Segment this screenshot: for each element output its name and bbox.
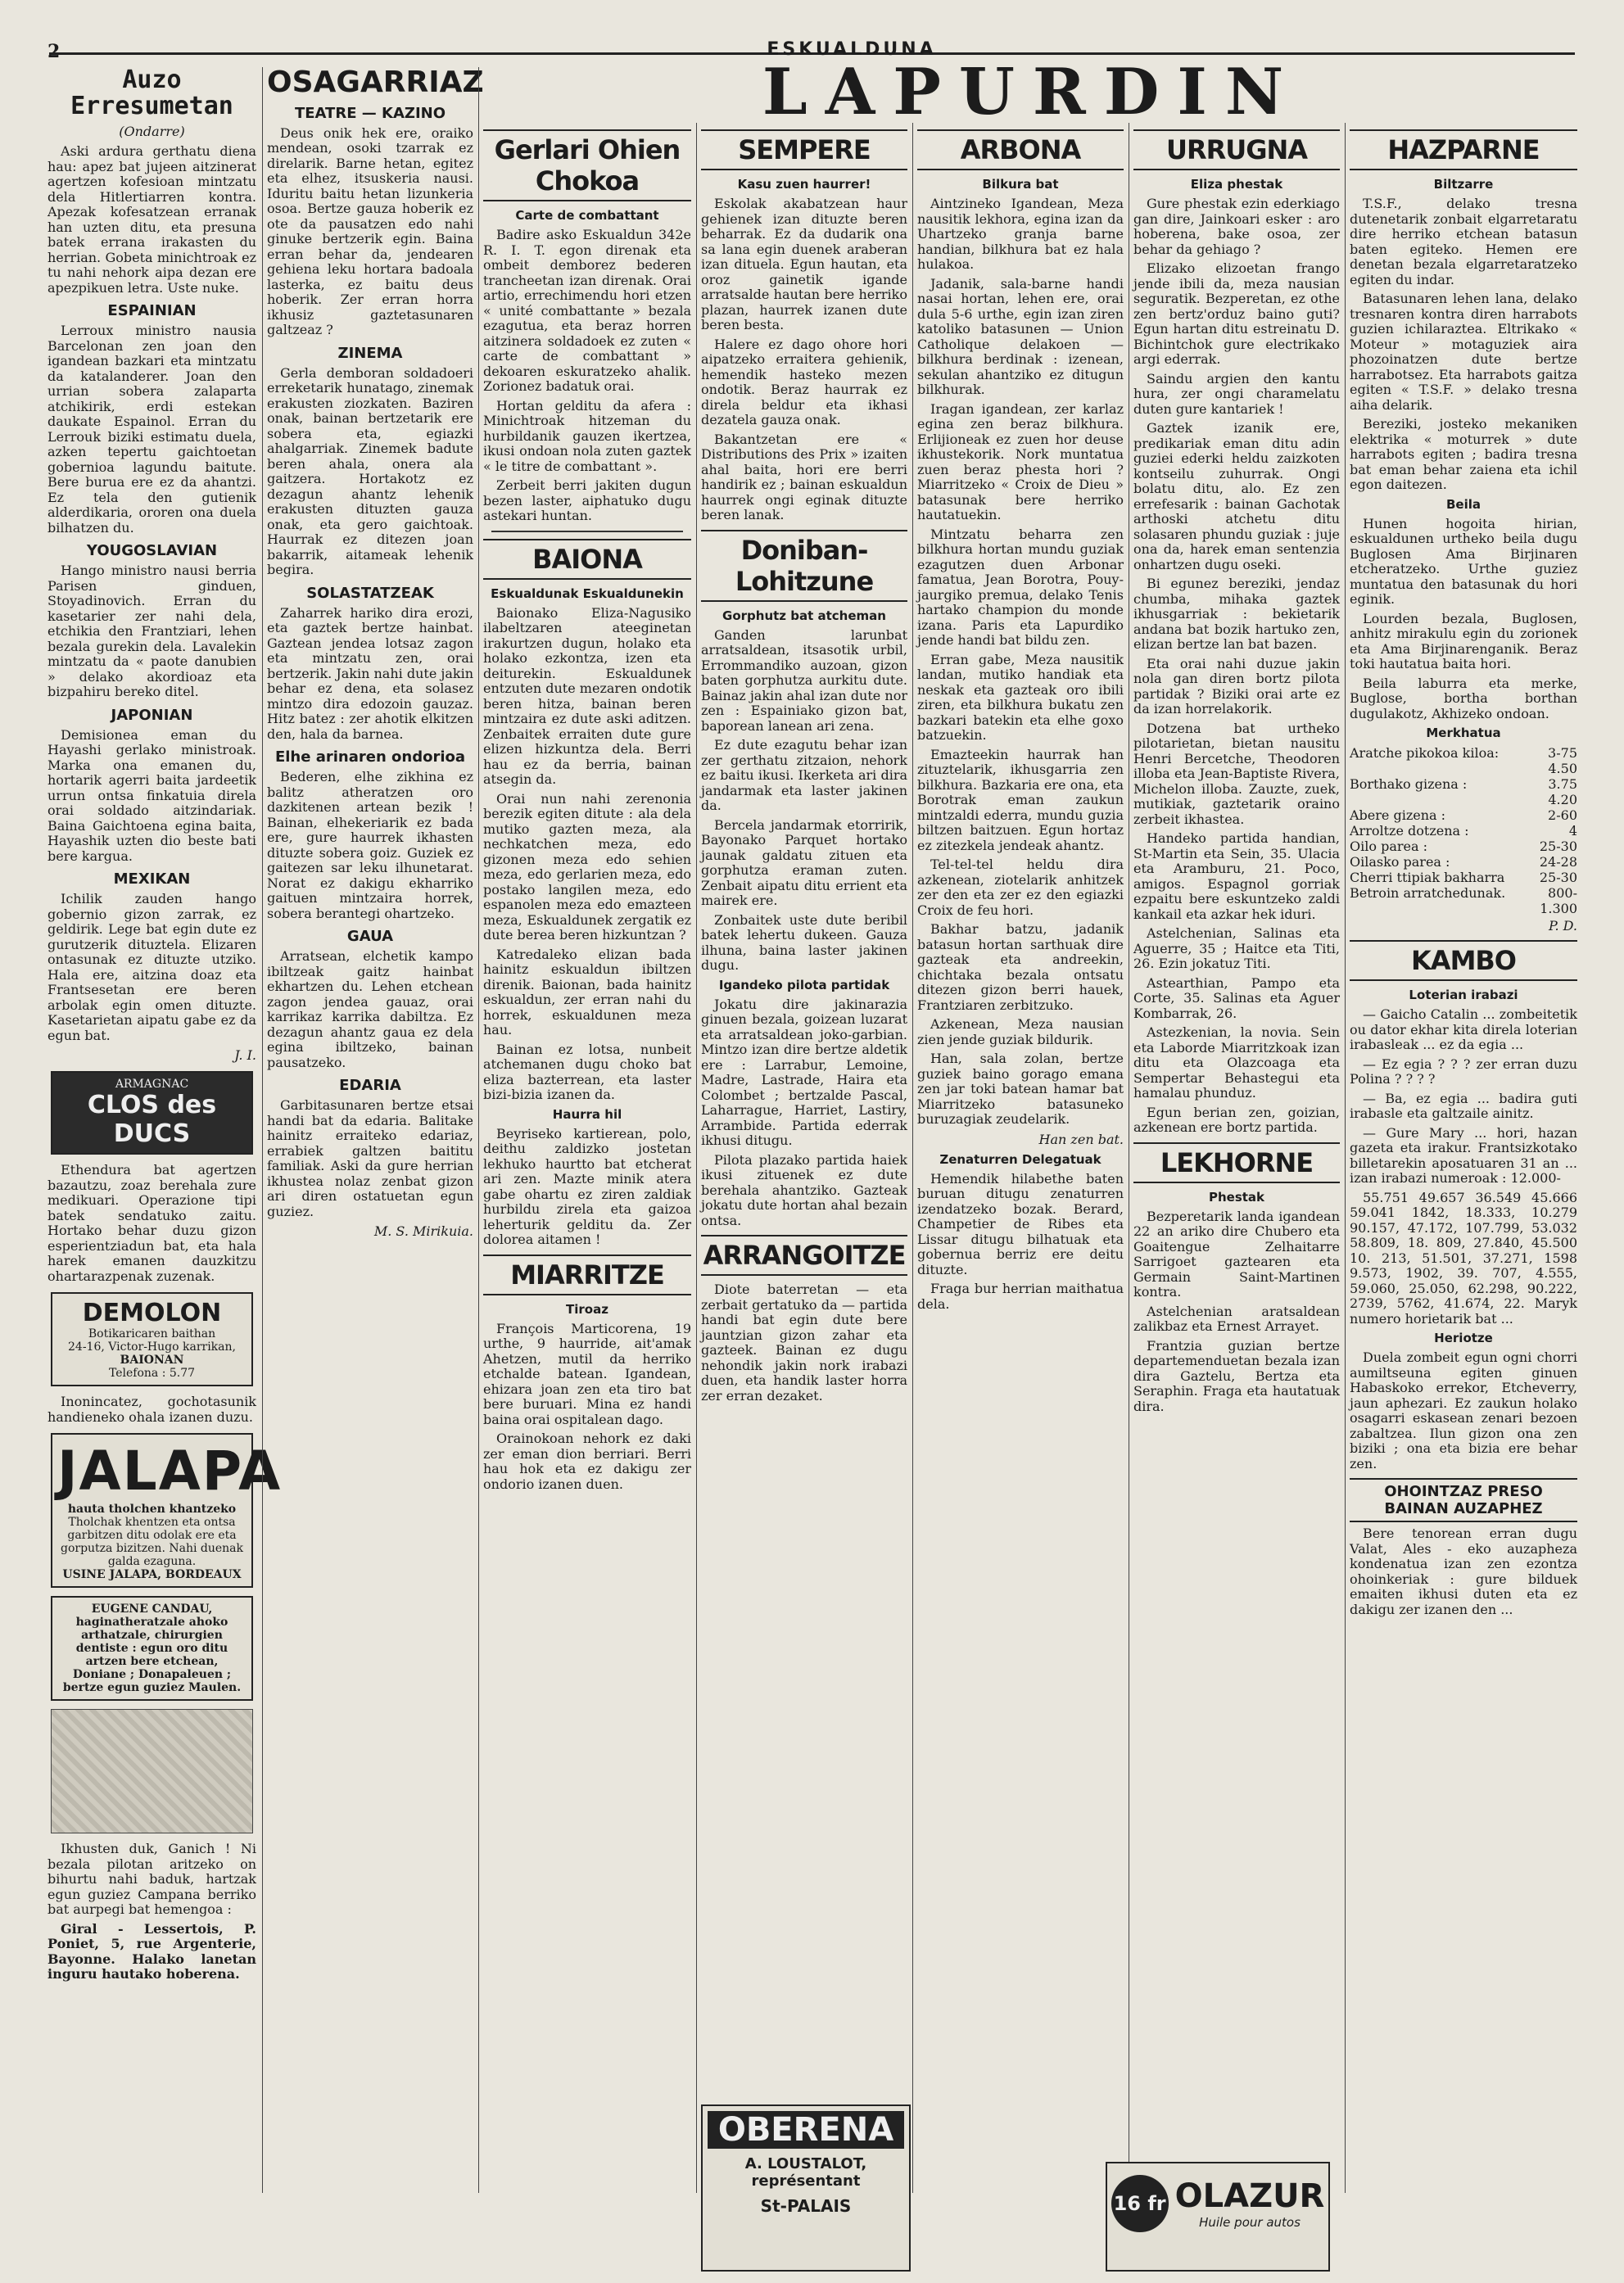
paragraph: Erran gabe, Meza nausitik landan, mutiko handiak eta neskak eta gazteak oro ibili ziren, eta bilkhura bukatu zen bazkari batekin eta elhe goxo batzuekin. <box>917 651 1124 743</box>
ad-brand: OLAZUR <box>1174 2177 1325 2215</box>
paragraph: Hortan gelditu da afera : Minichtroak hitzeman du hurbildanik gauzen ikertzea, ikusi ondoan nola zuten gaztek « le titre de combattant ». <box>483 397 691 474</box>
paragraph: Bainan ez lotsa, nunbeit atchemanen dugu choko bat eliza bazterrean, eta laster bizi-bizia izanen da. <box>483 1041 691 1102</box>
market-price: 800- <box>1548 885 1577 901</box>
paragraph: Hango ministro nausi berria Parisen ginduen, Stoyadinovich. Erran du kasetarier zer nahi dela, etchikia den Frantziari, lehen bezala gurekin dela. Lavalekin mintzatu da « paote danubien » delako akordioaz eta bizpahiru bereko ditel. <box>47 563 256 699</box>
paragraph: Fraga bur herrian maithatua dela. <box>917 1281 1124 1312</box>
paragraph: Han, sala zolan, bertze guziek baino gorago emana zen jar toki batean hamar bat Miarritzeko batasuneko buruzagiak zeudelarik. <box>917 1051 1124 1127</box>
town-heading: URRUGNA <box>1133 129 1340 170</box>
town-heading: ARRANGOITZE <box>701 1235 907 1276</box>
column-2 <box>267 66 484 2193</box>
ad-city: St-PALAIS <box>760 2196 852 2216</box>
paragraph: François Marticorena, 19 urthe, 9 haurride, ait'amak Ahetzen, mutil da herriko etchalde batean. Igandean, ehizara joan zen eta tiro bat bere buruari. Mina ez handi baina orai ospitalean dago. <box>483 1320 691 1427</box>
paragraph: Zonbaitek uste dute beribil batek lehertu dukeen. Gauza ilhuna, baina laster jakinen dugu. <box>701 911 907 973</box>
paragraph: Bi egunez bereziki, jendaz chumba, mihaka gaztek ikhusgarriak : bekietarik andana bat bozik hartuko zen, elizan bertze lan bat bazen. <box>1133 576 1340 652</box>
paragraph: Ganden larunbat arratsaldean, itsasotik urbil, Errommandiko auzoan, gizon baten gorphutza aurkitu dute. Bainaz jakin ahal izan dute nor zen : Espainiako gizon bat, baporean lanean ari zena. <box>701 626 907 734</box>
paragraph: Inonincatez, gochotasunik handieneko ohala izanen duzu. <box>47 1394 256 1425</box>
paragraph: Batasunaren lehen lana, delako tresnaren kontra diren harrabots guzien ichilaraztea. Eltrikako « Moteur » motaguziek aira phozoinatzen dute bertze harrabotsez. Eta harrabots gaitza egiten « T.S.F. » delako tresna aiha delarik. <box>1350 291 1577 413</box>
illustration-image <box>51 1709 253 1833</box>
market-price: 24-28 <box>1539 854 1577 870</box>
paragraph: — Ba, ez egia ... badira guti irabasle eta galtzaile ainitz. <box>1350 1090 1577 1121</box>
paragraph: Astelchenian, Salinas eta Aguerre, 35 ; Haitce eta Titi, 26. Ezin jokatuz Titi. <box>1133 925 1340 971</box>
market-item: Borthako gizena : <box>1350 776 1468 792</box>
paragraph: Eskolak akabatzean haur gehienek izan dituzte beren beharrak. Ez da dudarik ona sa lana egin duenek araberan izan dituela. Egun hautan, eta oroz gainetik igande arratsalde hautan bere herriko plazan, haurrek izanen dute beren besta. <box>701 196 907 332</box>
byline: (Ondarre) <box>119 124 185 139</box>
ad-owner: A. LOUSTALOT, représentant <box>744 2155 867 2190</box>
paragraph: Astezkenian, la novia. Sein eta Laborde Miarritzkoak izan ditu eta Olazcoaga eta Sempertar Behastegui eta hamalau phunduz. <box>1133 1024 1340 1101</box>
market-price: 4.20 <box>1548 792 1577 807</box>
market-row <box>1350 745 1577 761</box>
paragraph: Beila laburra eta merke, Buglose, bortha borthan dugulakotz, Akhizeko ondoan. <box>1350 675 1577 721</box>
paragraph: Mintzatu beharra zen bilkhura hortan mundu guziak ezagutzen duen Arbonar famatua, Jean Borotra, Pouy-jaurgiko premua, delako Tenis hartako champion du monde izana. Paris eta Lapurdiko jende handi bat bildu zen. <box>917 526 1124 648</box>
armagnac-ad <box>51 1071 253 1155</box>
column-7 <box>1350 123 1577 2193</box>
paragraph: Pilota plazako partida haiek ikusi zituenek ez dute berehala ahantziko. Gazteak jokatu dute hortan ahal bezain ontsa. <box>701 1151 907 1228</box>
ad-line: Botikaricaren baithan <box>88 1327 216 1340</box>
subheading: GAUA <box>346 928 394 946</box>
paragraph: — Ez egia ? ? ? zer erran duzu Polina ? ? ? ? <box>1350 1056 1577 1087</box>
oberena-ad <box>701 2104 911 2272</box>
paragraph: Ez dute ezagutu behar izan zer gerthatu zitzaion, nehork ez baitu ikusi. Ikerketa ari dira jandarmak eta laster jakinen da. <box>701 737 907 813</box>
subheading: Kasu zuen haurrer! <box>737 177 871 192</box>
paragraph: T.S.F., delako tresna dutenetarik zonbait elgarretaratu dire herriko etchean batasun baten egiteko. Hemen ere denetan bezala elgarretaratzeko egiten du indar. <box>1350 196 1577 287</box>
paragraph: Arratsean, elchetik kampo ibiltzeak gaitz hainbat ekhartzen du. Lehen etchean zagon jendea gauaz, orai karrikaz karrika dabiltza. Ez dezagun ahantz gaua ez dela egina ibiltzeko, bainan pausatzeko. <box>267 948 473 1070</box>
paragraph: Jadanik, sala-barne handi nasai hortan, lehen ere, orai dula 5-6 urthe, egin izan ziren katoliko batasunen — Union Catholique delakoen — bilkhura berdinak : izenean, sekulan ahantziko ez ditugun bilkhurak. <box>917 275 1124 397</box>
paragraph: Azkenean, Meza nausian zien jende guziak bildurik. <box>917 1016 1124 1047</box>
paragraph: — Gure Mary ... hori, hazan gazeta eta irakur. Frantsizkotako billetarekin aposatuaren 31 an ... izan irabazi numeroak : 12.000- <box>1350 1124 1577 1186</box>
ad-top: ARMAGNAC <box>115 1078 189 1091</box>
paragraph: Eta orai nahi duzue jakin nola gan diren bortz pilota partidak ? Biziki orai arte ez da izan horrelakorik. <box>1133 655 1340 717</box>
paragraph: Emazteekin haurrak han zituztelarik, ikhusgarria zen bilkhura. Bazkaria ere ona, eta Borotrak eman zaukun mintzaldi ederra, mundu guzia biltzen baitzuen. Egun hortaz ez zitezkela jendeak ahantz. <box>917 746 1124 853</box>
column-1 <box>47 66 283 2193</box>
paragraph: Ikhusten duk, Ganich ! Ni bezala pilotan aritzeko on bihurtu nahi baduk, hartzak egun guziez Campana berriko bat aurpegi bat hemengoa : <box>47 1841 256 1917</box>
masthead-subtitle: ESKUALDUNA <box>767 39 937 60</box>
subheading: Merkhatua <box>1426 726 1501 740</box>
paragraph: Deus onik hek ere, oraiko mendean, osoki tzarrak ez direlarik. Barne hetan, egitez eta elhez, itsuskeria nausi. Iduritu baitu hetan lizunkeria osoa. Bertze gauza hoberik ez ote da pausatzen edo nahi ginuke bertzerik egin. Baina erran behar da, jendearen gehiena leku hortara badoala lasterka, ez baitu deus hoberik. Zer erran horra ikhusiz gaztetasunaren galtzeaz ? <box>267 124 473 338</box>
market-item: Aratche pikokoa kiloa: <box>1350 745 1500 761</box>
paragraph: Bakhar batzu, jadanik batasun hortan sarthuak dire gazteak eta andreekin, chichtaka bezala ontsatu ditezen gizon berri hauek, Frantziaren zerbitzuko. <box>917 921 1124 1013</box>
subheading: Bilkura bat <box>982 177 1059 192</box>
town-heading: KAMBO <box>1350 940 1577 981</box>
ad-brand: DEMOLON <box>82 1299 222 1327</box>
ad-line: 24-16, Victor-Hugo karrikan, <box>68 1340 236 1354</box>
section-title: Auzo Erresumetan <box>70 66 233 120</box>
market-price: 4.50 <box>1548 761 1577 776</box>
section-title: Gerlari Ohien Chokoa <box>483 129 691 201</box>
paragraph: Demisionea eman du Hayashi gerlako ministroak. Marka ona emanen du, hortarik agerri baita jardeetik urrun ontsa finkatuia direla orai soldado aitzindariak. Baina Gaichtoena egina baita, Hayashik uzten dio beste bati bere kargua. <box>47 726 256 864</box>
market-row <box>1350 776 1577 792</box>
ad-text: Tholchak khentzen eta ontsa garbitzen ditu odolak ere eta gorputza bizitzen. Nahi duenak galda ezaguna. <box>60 1516 243 1568</box>
paragraph: Hunen hogoita hirian, eskualdunen urtheko beila dugu Buglosen Ama Birjinaren etcheratzeko. Urthe guziez muntatua den batasunak du hori eginik. <box>1350 515 1577 607</box>
subheading: Tiroaz <box>566 1301 608 1317</box>
market-row <box>1350 823 1577 839</box>
ad-city: BAIONAN <box>120 1354 184 1367</box>
paragraph: — Gaicho Catalin ... zombeitetik ou dator ekhar kita direla loterian irabasleak ... ez da egia ... <box>1350 1006 1577 1052</box>
market-row <box>1350 854 1577 870</box>
masthead-title: LAPURDIN <box>762 55 1302 129</box>
subheading: Zenaturren Delegatuak <box>939 1151 1102 1167</box>
paragraph: Bederen, elhe zikhina ez balitz atheratzen oro dazkitenen artean bezik ! Bainan, elhekeriarik ez bada ere, gure haurrek ikhasten dituzte sobera goiz. Guziek ez gaitezen sar leku ilhunetarat. Norat ez dakigu ekharriko gaituen mintzaira horrek, sobera berantegi ohartzeko. <box>267 769 473 921</box>
market-item: Oilo parea : <box>1350 839 1427 854</box>
signature: Han zen bat. <box>1038 1131 1124 1147</box>
paragraph: Gaztek izanik ere, predikariak eman ditu adin guziei ederki heldu zaizkoten kontseilu zuhurrak. Ongi bolatu ditu, alo. Ez zen errefesarik : bainan Gachotak arthoski atchetu ditu solasaren phundu guziak : juje ona da, harek eman sentenzia onhartzen dugu oseki. <box>1133 420 1340 572</box>
country-heading: MEXIKAN <box>113 870 191 888</box>
market-item: Oilasko parea : <box>1350 854 1450 870</box>
paragraph: Lerroux ministro nausia Barcelonan zen joan den igandean bazkari eta mintzatu da katalanderer. Joan den urrian sobera zalaparta atchikirik, erdi estekan daukate Espainol. Erran du Lerrouk biziki estimatu duela, azken tepertu gaichtoetan gobernioa lagundu baitute. Bere burua ere ez da ahantzi. Ez tela den gutienik alderdikaria, ororen ona duela bilhatzen du. <box>47 323 256 536</box>
paragraph: Beyriseko kartierean, polo, deithu zaldizko jostetan lekhuko haurtto bat etcherat ari zen. Mazte minik atera gabe ohartu ez ziren zaldiak hurbildu zirela eta gaizoa leherturik gelditu da. Zer dolorea aitamen ! <box>483 1125 691 1247</box>
subheading: TEATRE — KAZINO <box>294 104 446 122</box>
town-heading: LEKHORNE <box>1133 1142 1340 1183</box>
paragraph: Hemendik hilabethe baten buruan ditugu zenaturren izendatzeko bozak. Berard, Champetier de Ribes eta Lissar ditugu bilhatuak eta gobernua berriz ere deitu dituzte. <box>917 1170 1124 1277</box>
paragraph: Katredaleko elizan bada hainitz eskualdun ibiltzen direnik. Baionan, bada hainitz eskualdun, zer erran nahi du horrek, eskualdunen meza hau. <box>483 946 691 1038</box>
ad-brand: JALAPA <box>57 1440 283 1503</box>
subheading: Phestak <box>1208 1189 1265 1205</box>
signature: P. D. <box>1548 918 1577 934</box>
paragraph: Handeko partida handian, St-Martin eta Sein, 35. Ulacia eta Aramburu, 21. Poco, amigos. Espagnol gorriak ezpaitu bere eskuntzeko zaldi kankail eta azkar hek iduri. <box>1133 830 1340 922</box>
town-heading: SEMPERE <box>701 129 907 170</box>
market-price: 3.75 <box>1548 776 1577 792</box>
paragraph: Duela zombeit egun ogni chorri aumiltseuna egiten ginuen Habaskoko errekor, Etcheverry, jaun aphezari. Ez zaukun holako osagarri eskasean zenari bezoen zabaltzea. Ilun gizon ona zen biziki ; ona eta bizia ere behar zen. <box>1350 1349 1577 1472</box>
market-item: Betroin arratchedunak. <box>1350 885 1506 901</box>
market-price: 2-60 <box>1548 807 1577 823</box>
ad-brand: OBERENA <box>708 2111 904 2149</box>
paragraph: Halere ez dago ohore hori aipatzeko erraitera gehienik, hemendik hasteko mezen ondotik. Beraz haurrak ez direla beldur eta ikhasi dezatela gauza onak. <box>701 336 907 427</box>
market-price: 25-30 <box>1539 839 1577 854</box>
paragraph: Frantzia guzian bertze departemenduetan bezala izan dira Gaztelu, Bertza eta Seraphin. Fraga eta hautatuak dira. <box>1133 1337 1340 1414</box>
subheading: Loterian irabazi <box>1409 988 1518 1002</box>
country-heading: YOUGOSLAVIAN <box>86 542 218 559</box>
paragraph: Bakantzetan ere « Distributions des Prix » izaiten ahal baita, hori ere berri handirik ez ; bainan eskualdun haurrek ongi eginak dituzte beren lanak. <box>701 431 907 522</box>
market-row <box>1350 870 1577 885</box>
paragraph: Jokatu dire jakinarazia ginuen bezala, goizean luzarat eta arratsaldean joko-garbian. Mintzo izan dire bertze aldetik ere : Larrabur, Lemoine, Madre, Lastrade, Haira eta Colombet ; bertzalde Pascal, Laharrague, Harriet, Lastiry, Arrambide. Partida ederrak ikhusi ditugu. <box>701 996 907 1148</box>
ad-tagline: hauta tholchen khantzeko <box>67 1503 237 1516</box>
column-divider <box>912 123 913 2193</box>
market-price: 3-75 <box>1548 745 1577 761</box>
subheading: Elhe arinaren ondorioa <box>274 748 466 766</box>
paragraph: Aski ardura gerthatu diena hau: apez bat jujeen aitzinerat agertzen kofesioan mintzatu dela Hitlertiarren kontra. Apezak kofesatzean erranak han uzten ditu, eta presuna batek errana irakasten du herrian. Gobeta minichtroak ez tu nahi nehork aipa dezan ere apezpikuen letra. Uste nuke. <box>47 143 256 296</box>
town-heading: HAZPARNE <box>1350 129 1577 170</box>
subheading: Beila <box>1445 496 1481 512</box>
subheading: SOLASTATZEAK <box>306 584 434 602</box>
subheading: EDARIA <box>339 1077 401 1095</box>
market-item: Abere gizena : <box>1350 807 1446 823</box>
market-row <box>1350 901 1577 916</box>
ad-sub: Huile pour autos <box>1199 2215 1301 2230</box>
paragraph: Orai nun nahi zerenonia berezik egiten ditute : ala dela mutiko gazten meza, ala nechkatchen meza, edo gizonen meza edo sehien meza, edo gerlarien meza, edo postako langilen meza, edo espanolen meza edo emazteen meza, Eskualdunek zergatik ez dute berea beren hizkuntzan ? <box>483 790 691 943</box>
market-price: 1.300 <box>1540 901 1577 916</box>
paragraph: Astearthian, Pampo eta Corte, 35. Salinas eta Aguer Kombarrak, 26. <box>1133 974 1340 1021</box>
town-heading: ARBONA <box>917 129 1124 170</box>
paragraph: Badire asko Eskualdun 342e R. I. T. egon direnak eta ombeit demborez bederen trancheetan izan direnak. Orai artio, errechimendu hori etzen « unité combattante » bezala ezagutua, eta beraz horren aitzinera soldadoek ez zuten « carte de combattant » dekoaren eskuratzeko ahalik. Zorionez badatuk orai. <box>483 227 691 394</box>
column-6 <box>1133 123 1340 2160</box>
market-item: Arroltze dotzena : <box>1350 823 1469 839</box>
paragraph: Aintzineko Igandean, Meza nausitik lekhora, egina izan da Uhartzeko granja barne handian, bilkhura bat ez hala hulakoa. <box>917 196 1124 272</box>
paragraph: Egun berian zen, goizian, azkenean ere bortz partida. <box>1133 1104 1340 1135</box>
candau-ad <box>51 1596 253 1701</box>
paragraph: Ethendura bat agertzen bazautzu, zoaz berehala zure medikuari. Operazione tipi batek sendatuko zaitu. Hortako behar duzu gizon esperientziadun bat, eta hala harek emanen dauzkitzu ohartarazpenak zuzenak. <box>47 1162 256 1284</box>
olazur-ad <box>1106 2162 1330 2272</box>
country-heading: ESPAINIAN <box>107 302 197 319</box>
market-price: 4 <box>1568 823 1577 839</box>
paragraph: Gerla demboran soldadoeri erreketarik hunatago, zinemak erakusten ziozkaten. Baziren onak, bainan bertzetarik ere sobera eta, egiazki ahalgarriak. Zinemek badute beren ahala, onera ala gaitzera. Hortakotz ez dezagun ahantz lehenik erakusten dituzten gauza onak, eta gero gaichtoak. Haurrak ez ditezen joan bakarrik, aitameak lehenik begira. <box>267 364 473 578</box>
paragraph: Dotzena bat urtheko pilotarietan, bietan nausitu Henri Bercetche, Theodoren illoba eta Jean-Baptiste Rivera, Michelon illoba. Zauzte, zuek, mutikiak, gaztetarik oraino zerbeit ikhastea. <box>1133 720 1340 827</box>
market-price-list <box>1350 745 1577 916</box>
lottery-numbers: 55.751 49.657 36.549 45.666 59.041 1842, 18.333, 10.279 90.157, 47.172, 107.799, 53.032 58.809, 18. 809, 27.840, 45.500 10. 213, 51.501, 37.271, 1598 9.573, 1902, 39. 707, 4.555, 59.060, 25.050, 62.298, 90.222, 2739, 5762, 41.674, 22. Maryk numero horietarik bat ... <box>1350 1189 1577 1327</box>
paragraph: Garbitasunaren bertze etsai handi bat da edaria. Balitake hainitz erraiteko edariaz, errabiek galtzen baititu familiak. Aski da gure herrian ikhustea nolaz zenbat gizon ari diren ostatuetan egun guziez. <box>267 1097 473 1219</box>
market-row <box>1350 792 1577 807</box>
subheading: Carte de combattant <box>515 208 659 223</box>
price-badge: 16 fr <box>1111 2175 1169 2232</box>
paragraph: Bereziki, josteko mekaniken elektrika « moturrek » dute harrabots egiten ; badira tresna bat eman behar zaiena eta ichil egon daitezen. <box>1350 416 1577 492</box>
paragraph: Zaharrek hariko dira erozi, eta gaztek bertze hainbat. Gaztean jendea lotsaz zagon eta mintzatu zen, orai bertzerik. Jakin nahi dute jakin behar ez dena, eta solasez mintzo dira edozoin gauzaz. Hitz batez : zer ahotik elkitzen den, hala da barnea. <box>267 604 473 742</box>
subheading: Gorphutz bat atcheman <box>722 608 886 623</box>
section-title: OSAGARRIAZ <box>267 66 484 99</box>
column-divider <box>262 67 263 2193</box>
ad-brand: CLOS des DUCS <box>87 1091 217 1148</box>
market-row <box>1350 885 1577 901</box>
column-4 <box>701 123 907 2103</box>
town-heading: Doniban-Lohitzune <box>701 530 907 602</box>
paragraph: Saindu argien den kantu hura, zer ongi charamelatu duten gure kantariek ! <box>1133 370 1340 417</box>
paragraph: Bercela jandarmak etorririk, Bayonako Parquet hortako jaunak galdatu zituen eta gorphutza eraman zuten. Zenbait aipatu ditu errient eta mairek ere. <box>701 816 907 908</box>
subheading: Biltzarre <box>1433 177 1494 192</box>
column-divider <box>1345 123 1346 2193</box>
paragraph: Bere tenorean erran dugu Valat, Ales - eko auzapheza kondenatua izan zen ezontza ohoinkeriak : gure bilduek emaiten ikhusi duten eta ez dakigu zer izanen den ... <box>1350 1526 1577 1617</box>
jalapa-ad <box>51 1433 283 1588</box>
market-price: 25-30 <box>1539 870 1577 885</box>
country-heading: JAPONIAN <box>111 706 193 724</box>
ad-text: EUGENE CANDAU, haginatheratzale ahoko arthatzale, chirurgien dentiste : egun oro ditu artzen bere etchean, Doniane ; Donapaleuen ; bertze egun guziez Maulen. <box>62 1603 242 1694</box>
column-3 <box>483 123 691 2193</box>
paragraph: Bezperetarik landa igandean 22 an ariko dire Chubero eta Goaitengue Zelhaitarre Sarrigoet gaztearen eta Germain Saint-Martinen kontra. <box>1133 1208 1340 1300</box>
market-item: Cherri ttipiak bakharra <box>1350 870 1505 885</box>
market-row <box>1350 839 1577 854</box>
subheading: Eliza phestak <box>1190 177 1283 192</box>
ad-phone: Telefona : 5.77 <box>108 1367 196 1380</box>
ad-footer: USINE JALAPA, BORDEAUX <box>62 1568 242 1581</box>
town-heading: BAIONA <box>483 539 691 580</box>
town-heading: MIARRITZE <box>483 1255 691 1295</box>
subheading: Igandeko pilota partidak <box>718 977 890 992</box>
paragraph: Gure phestak ezin ederkiago gan dire, Jainkoari esker : aro hoberena, bake osoa, zer behar da gehiago ? <box>1133 196 1340 257</box>
paragraph: Tel-tel-tel heldu dira azkenean, ziotelarik anhitzek zer den eta zer ez den egiazki Croix de feu hori. <box>917 857 1124 918</box>
market-row <box>1350 761 1577 776</box>
article-heading: OHOINTZAZ PRESO BAINAN AUZAPHEZ <box>1350 1478 1577 1522</box>
divider <box>491 531 683 532</box>
signature: M. S. Mirikuia. <box>373 1223 473 1240</box>
paragraph: Elizako elizoetan frango jende ibili da, meza nausian seguratik. Bezperetan, ez othe zen bertz'orduz baino guti? Egun hartan ditu estreinatu D. Bichintchok gure electrikako argi ederrak. <box>1133 260 1340 367</box>
subheading: Heriotze <box>1434 1331 1493 1345</box>
market-row <box>1350 807 1577 823</box>
column-divider <box>478 67 479 2193</box>
column-divider <box>696 123 697 2193</box>
paragraph: Ichilik zauden hango gobernio gizon zarrak, ez geldirik. Lege bat egin dute ez gurutzerik dituztela. Elizaren ontasunak ez dituzte utziko. Hala ere, aitzina doaz eta Frantsesetan ere beren arbolak egin omen dituzte. Kasetarietan aipatu gabe ez da egun bat. <box>47 891 256 1043</box>
demolon-ad <box>51 1292 253 1386</box>
subheading: Eskualdunak Eskualdunekin <box>491 585 684 601</box>
paragraph: Baionako Eliza-Nagusiko ilabeltzaren ateeginetan irakurtzen dugun, holako eta holako ezkontza, izen eta deiturekin. Eskualdunek entzuten dute mezaren ondotik beren hitza, bainan beren mintzaira ez dute aski aditzen. Zenbaitek erraiten dute gure elizen hizkuntza dela. Berri hau ez da berria, bainan atsegin da. <box>483 604 691 787</box>
signature: J. I. <box>234 1047 256 1063</box>
paragraph: Zerbeit berri jakiten dugun bezen laster, aiphatuko dugu astekari huntan. <box>483 477 691 523</box>
page-number: 2 <box>47 41 61 62</box>
subheading: ZINEMA <box>337 344 403 362</box>
column-5 <box>917 123 1124 2193</box>
subheading: Haurra hil <box>552 1106 622 1122</box>
paragraph: Lourden bezala, Buglosen, anhitz mirakulu egin du zorionek eta Ama Birjinarenganik. Beraz toki hautatua baita hori. <box>1350 610 1577 671</box>
paragraph: Orainokoan nehork ez daki zer eman dion berriari. Berri hau hok eta ez dakigu zer ondorio izanen duen. <box>483 1431 691 1492</box>
paragraph: Iragan igandean, zer karlaz egina zen beraz bilkhura. Erlijioneak ez zuen hor deuse ikhustekorik. Nork muntatua zuen beraz phesta hori ? Miarritzeko « Croix de Dieu » batasunak bere herriko hautatuekin. <box>917 400 1124 522</box>
paragraph: Giral - Lessertois, P. Poniet, 5, rue Argenterie, Bayonne. Halako lanetan inguru hautako hoberena. <box>47 1920 256 1982</box>
paragraph: Diote baterretan — eta zerbait gertatuko da — partida handi bat egin dute bere jauntzian gizon zahar eta gazteek. Bainan ez dugu nehondik jakin nork irabazi duen, eta handik laster horra zer erran dezaket. <box>701 1282 907 1404</box>
paragraph: Astelchenian aratsaldean zalikbaz eta Ernest Arrayet. <box>1133 1303 1340 1334</box>
